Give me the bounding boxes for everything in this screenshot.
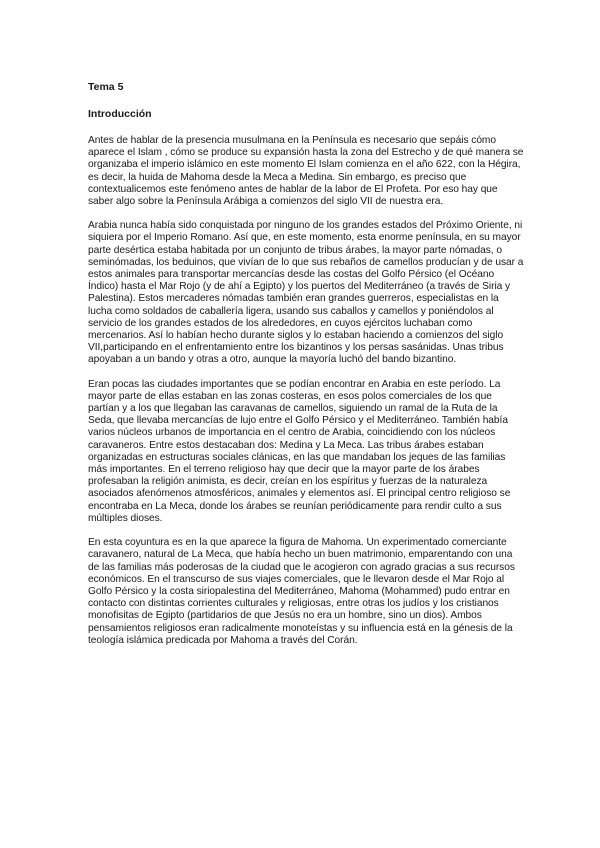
paragraph-3: Eran pocas las ciudades importantes que se podían encontrar en Arabia en este período. La mayor parte de ellas estaban en las zonas costeras, en esos polos comerciales de los que partían y a los que llegaban las caravanas de camellos, siguiendo un ramal de la Ruta de la Seda, que llevaba mercancías de lujo entre el Golfo Pérsico y el Mediterráneo. También había varios núcleos urbanos de importancia en el centro de Arabia, coincidiendo con los núcleos caravaneros. Entre estos destacaban dos: Medina y La Meca. Las tribus árabes estaban organizadas en estructuras sociales clánicas, en las que mandaban los jeques de las familias más importantes. En el terreno religioso hay que decir que la mayor parte de los árabes profesaban la religión animista, es decir, creían en los espíritus y fuerzas de la naturaleza asociados afenómenos atmosféricos, animales y elementos así. El principal centro religioso se encontraba en La Meca, donde los árabes se reunían periódicamente para rendir culto a sus múltiples dioses. <box>88 378 511 524</box>
paragraph-1: Antes de hablar de la presencia musulmana en la Península es necesario que sepáis cómo aparece el Islam , cómo se produce su expansión hasta la zona del Estrecho y de qué manera se organizaba el imperio islámico en este momento El Islam comienza en el año 622, con la Hégira, es decir, la huida de Mahoma desde la Meca a Medina. Sin embargo, es preciso que contextualicemos este fenómeno antes de hablar de la labor de El Profeta. Por eso hay que saber algo sobre la Península Arábiga a comienzos del siglo VII de nuestra era. <box>88 135 524 208</box>
topic-heading: Tema 5 <box>88 81 124 93</box>
paragraph-4: En esta coyuntura es en la que aparece la figura de Mahoma. Un experimentado comerciante caravanero, natural de La Meca, que había hecho un buen matrimonio, emparentando con una de las familias más poderosas de la ciudad que le acogieron con agrado gracias a sus recursos económicos. En el transcurso de sus viajes comerciales, que le llevaron desde el Mar Rojo al Golfo Pérsico y la costa siriopalestina del Mediterráneo, Mahoma (Mohammed) pudo entrar en contacto con distintas corrientes culturales y religiosas, entre otras los judíos y los cristianos monofisitas de Egipto (partidarios de que Jesús no era un hombre, sino un dios). Ambos pensamientos religiosos eran radicalmente monoteístas y su influencia está en la génesis de la teología islámica predicada por Mahoma a través del Corán. <box>88 537 515 646</box>
document-body <box>88 81 524 659</box>
paragraph-2: Arabia nunca había sido conquistada por ninguno de los grandes estados del Próximo Oriente, ni siquiera por el Imperio Romano. Así que, en este momento, esta enorme península, en su mayor parte desértica estaba habitada por un conjunto de tribus árabes, la mayor parte nómadas, o seminómadas, los beduinos, que vivían de lo que sus rebaños de camellos producían y de usar a estos animales para transportar mercancías desde las costas del Golfo Pérsico (el Océano Índico) hasta el Mar Rojo (y de ahí a Egipto) y los puertos del Mediterráneo (a través de Siria y Palestina). Estos mercaderes nómadas también eran grandes guerreros, especialistas en la lucha como soldados de caballería ligera, usando sus caballos y camellos y poniéndolos al servicio de los grandes estados de los alrededores, en cuyos ejércitos luchaban como mercenarios. Así lo habían hecho durante siglos y lo estaban haciendo a comienzos del siglo VII,participando en el enfrentamiento entre los bizantinos y los persas sasánidas. Unas tribus apoyaban a un bando y otras a otro, aunque la mayoría luchó del bando bizantino. <box>88 220 524 366</box>
section-title: Introducción <box>88 108 152 120</box>
